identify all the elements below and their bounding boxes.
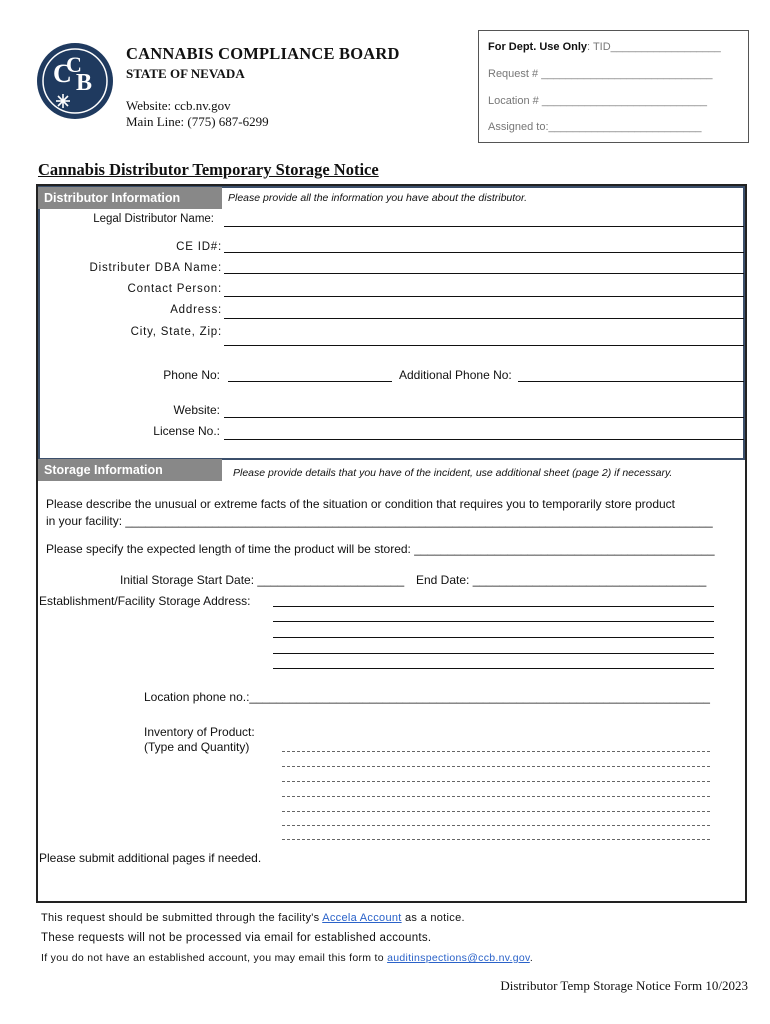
facility-address-line-5[interactable] xyxy=(273,668,714,669)
city-label: City, State, Zip: xyxy=(130,326,222,338)
facility-address-line-1[interactable] xyxy=(273,606,714,607)
dept-location-line: Location # ___________________________ xyxy=(488,95,707,107)
main-phone-line: Main Line: (775) 687-6299 xyxy=(126,114,269,129)
inventory-label: Inventory of Product: xyxy=(144,725,255,739)
ccb-logo xyxy=(36,42,114,120)
state-name: STATE OF NEVADA xyxy=(126,66,245,81)
dept-tid-line xyxy=(488,41,721,53)
facility-address-line-4[interactable] xyxy=(273,653,714,654)
footer-line-1 xyxy=(41,912,465,924)
audit-email-link[interactable]: auditinspections@ccb.nv.gov xyxy=(387,952,530,964)
end-date-field[interactable]: End Date: ___________________________________ xyxy=(416,573,707,587)
license-label: License No.: xyxy=(153,424,220,438)
footer-line-2: These requests will not be processed via email for established accounts. xyxy=(41,932,432,944)
dept-use-title: For Dept. Use Only xyxy=(488,41,588,53)
form-id: Distributor Temp Storage Notice Form 10/2023 xyxy=(500,978,748,993)
distributor-note: Please provide all the information you have about the distributor. xyxy=(228,192,528,204)
website-field[interactable] xyxy=(224,417,744,418)
dept-request-line: Request # ____________________________ xyxy=(488,68,713,80)
legal-name-field[interactable] xyxy=(224,226,744,227)
inventory-line-7[interactable] xyxy=(282,839,710,840)
submit-note: Please submit additional pages if needed. xyxy=(39,851,262,865)
facility-address-line-3[interactable] xyxy=(273,637,714,638)
footer-line-1-text: This request should be submitted through the facility's xyxy=(41,912,323,924)
board-name: CANNABIS COMPLIANCE BOARD xyxy=(126,44,400,63)
website-line: Website: ccb.nv.gov xyxy=(126,98,231,113)
storage-note: Please provide details that you have of the incident, use additional sheet (page 2) if necessary. xyxy=(233,467,673,479)
phone-field[interactable] xyxy=(228,381,392,382)
ce-id-field[interactable] xyxy=(224,252,744,253)
additional-phone-label: Additional Phone No: xyxy=(399,368,512,382)
website-label: Website: xyxy=(173,403,220,417)
inventory-line-1[interactable] xyxy=(282,751,710,752)
dba-label: Distributer DBA Name: xyxy=(89,262,222,274)
phone-label: Phone No: xyxy=(163,368,220,382)
address-label: Address: xyxy=(170,304,222,316)
describe-prompt: Please describe the unusual or extreme facts of the situation or condition that requires you to temporarily store product xyxy=(46,497,676,511)
contact-field[interactable] xyxy=(224,296,744,297)
contact-label: Contact Person: xyxy=(127,283,222,295)
length-field[interactable]: Please specify the expected length of time the product will be stored: _____________________________________________ xyxy=(46,542,715,556)
license-field[interactable] xyxy=(224,439,744,440)
inventory-line-4[interactable] xyxy=(282,796,710,797)
svg-text:B: B xyxy=(76,70,93,96)
inventory-line-5[interactable] xyxy=(282,811,710,812)
ce-id-label: CE ID#: xyxy=(176,241,222,253)
describe-field[interactable]: in your facility: ________________________________________________________________________________________ xyxy=(46,514,713,528)
additional-phone-field[interactable] xyxy=(518,381,744,382)
footer-line-3-end: . xyxy=(529,952,534,964)
footer-line-3 xyxy=(41,952,533,964)
storage-heading: Storage Information xyxy=(38,459,222,481)
distributor-heading: Distributor Information xyxy=(38,187,222,209)
dept-tid: : TID__________________ xyxy=(587,41,721,53)
svg-text:C: C xyxy=(66,52,82,77)
address-field[interactable] xyxy=(224,318,744,319)
accela-account-link[interactable]: Accela Account xyxy=(322,912,402,924)
facility-address-label: Establishment/Facility Storage Address: xyxy=(39,594,251,608)
city-field[interactable] xyxy=(224,345,744,346)
footer-line-1-end: as a notice. xyxy=(401,912,465,924)
inventory-line-6[interactable] xyxy=(282,825,710,826)
svg-text:C: C xyxy=(53,59,72,88)
dba-field[interactable] xyxy=(224,273,744,274)
location-phone-field[interactable]: Location phone no.:_____________________________________________________________________ xyxy=(144,690,710,704)
distributor-section xyxy=(38,186,745,460)
inventory-line-3[interactable] xyxy=(282,781,710,782)
facility-address-line-2[interactable] xyxy=(273,621,714,622)
legal-name-label: Legal Distributor Name: xyxy=(93,213,214,225)
footer-line-3-text: If you do not have an established account, you may email this form to xyxy=(41,952,388,964)
dept-use-box xyxy=(478,30,749,143)
dept-assigned-line: Assigned to:_________________________ xyxy=(488,121,702,133)
inventory-sublabel: (Type and Quantity) xyxy=(144,740,250,754)
start-date-field[interactable]: Initial Storage Start Date: ______________________ xyxy=(120,573,405,587)
inventory-line-2[interactable] xyxy=(282,766,710,767)
form-title: Cannabis Distributor Temporary Storage Notice xyxy=(38,160,379,179)
